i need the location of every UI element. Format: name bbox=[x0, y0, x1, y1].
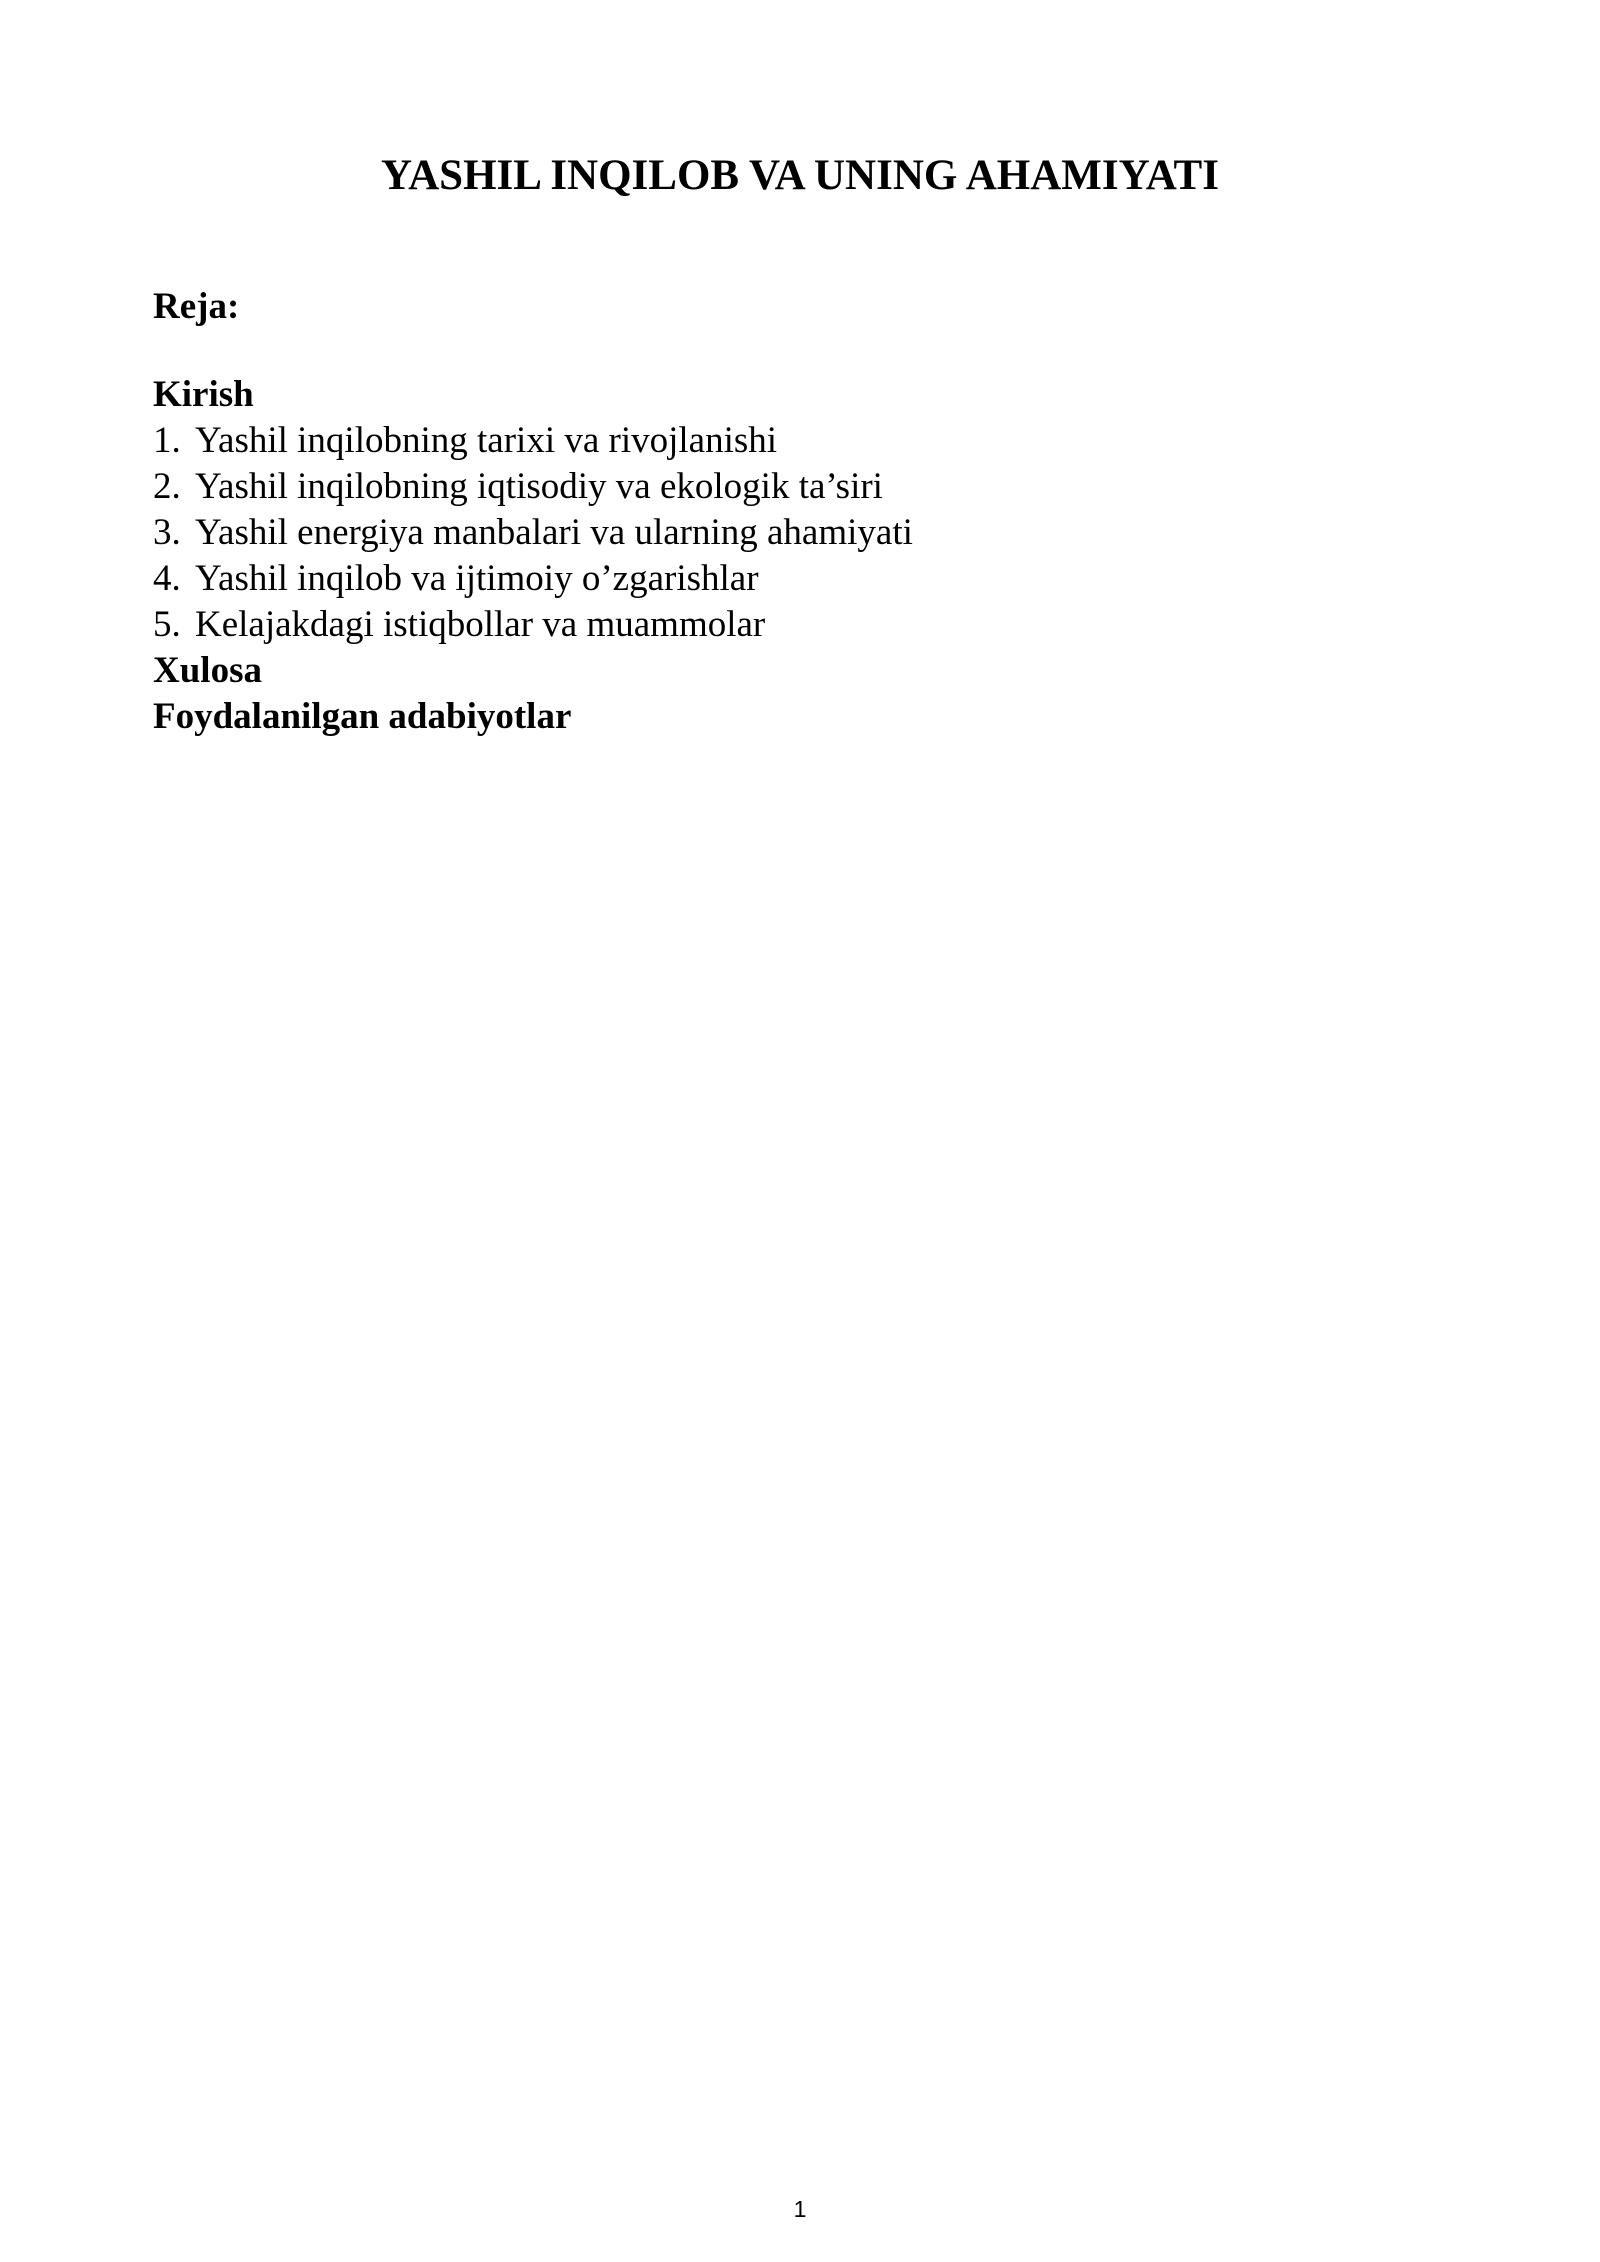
references-heading: Foydalanilgan adabiyotlar bbox=[153, 696, 572, 737]
plan-section bbox=[153, 284, 1453, 740]
page-number: 1 bbox=[793, 2196, 807, 2222]
list-item-text: Yashil inqilob va ijtimoiy o’zgarishlar bbox=[195, 558, 759, 599]
plan-list bbox=[153, 418, 1453, 648]
list-item bbox=[153, 464, 1453, 510]
list-item bbox=[153, 510, 1453, 556]
intro-heading: Kirish bbox=[153, 374, 254, 415]
list-item-number: 1. bbox=[153, 420, 181, 461]
list-item bbox=[153, 556, 1453, 602]
document-title: YASHIL INQILOB VA UNING AHAMIYATI bbox=[381, 152, 1219, 199]
plan-label: Reja: bbox=[153, 286, 240, 327]
list-item-number: 5. bbox=[153, 604, 181, 645]
list-item-number: 3. bbox=[153, 512, 181, 553]
conclusion-heading: Xulosa bbox=[153, 650, 262, 691]
list-item-text: Yashil energiya manbalari va ularning ahamiyati bbox=[195, 512, 913, 553]
list-item bbox=[153, 418, 1453, 464]
list-item-text: Kelajakdagi istiqbollar va muammolar bbox=[195, 604, 766, 645]
spacer bbox=[153, 330, 1453, 372]
list-item-text: Yashil inqilobning tarixi va rivojlanishi bbox=[195, 420, 778, 461]
list-item bbox=[153, 602, 1453, 648]
list-item-text: Yashil inqilobning iqtisodiy va ekologik ta’siri bbox=[195, 466, 883, 507]
list-item-number: 4. bbox=[153, 558, 181, 599]
list-item-number: 2. bbox=[153, 466, 181, 507]
